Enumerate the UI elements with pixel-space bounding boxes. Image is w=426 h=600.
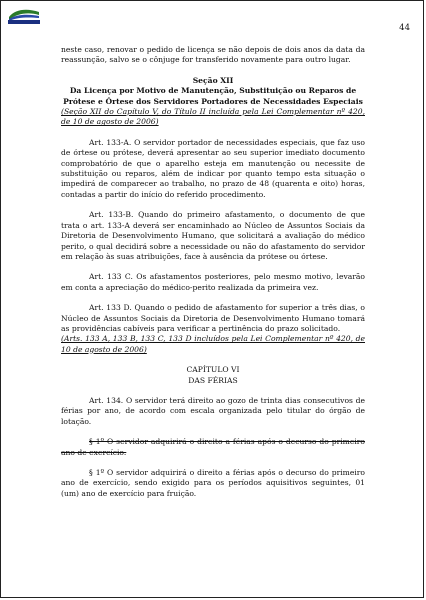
document-body bbox=[61, 45, 365, 499]
paragraph-1-revoked: § 1º O servidor adquirirá o direito a férias após o decurso do primeiro ano de exercício. bbox=[61, 437, 365, 457]
article-134: Art. 134. O servidor terá direito ao gozo de trinta dias consecutivos de férias por ano, de acordo com escala organizada pelo titular do órgão de lotação. bbox=[61, 395, 365, 426]
article-133-note: (Arts. 133 A, 133 B, 133 C, 133 D incluídos pela Lei Complementar nº 420, de 10 de agosto de 2006) bbox=[61, 334, 365, 354]
article-133d: Art. 133 D. Quando o pedido de afastamento for superior a três dias, o Núcleo de Assuntos Sociais da Diretoria de Desenvolvimento Humano tomará as providências cabíveis para verificar a pertinência do prazo solicitado. bbox=[61, 303, 365, 333]
article-133b: Art. 133-B. Quando do primeiro afastamento, o documento de que trata o art. 133-A deverá ser encaminhado ao Núcleo de Assuntos Sociais da Diretoria de Desenvolvimento Humano, que solicitará a avaliação do médico perito, o qual decidirá sobre a necessidade ou não do afastamento do servidor em relação às suas atribuições, face à ausência da prótese ou órtese. bbox=[61, 210, 365, 261]
chapter-title: CAPÍTULO VI bbox=[186, 365, 240, 375]
section-subtitle: Da Licença por Motivo de Manutenção, Substituição ou Reparos de Prótese e Órtese dos Servidores Portadores de Necessidades Especiais bbox=[63, 86, 363, 106]
article-133a: Art. 133-A. O servidor portador de necessidades especiais, que faz uso de órtese ou prótese, deverá apresentar ao seu superior imediato documento comprobatório de que o aparelho esteja em manutenção ou necessite de substituição ou reparos, além de indicar por quanto tempo esta situação o impedirá de comparecer ao trabalho, no prazo de 48 (quarenta e oito) horas, contadas a partir do início do referido procedimento. bbox=[61, 137, 365, 199]
article-133c: Art. 133 C. Os afastamentos posteriores, pelo mesmo motivo, levarão em conta a apreciação do médico-perito realizada da primeira vez. bbox=[61, 272, 365, 292]
chapter-subtitle: DAS FÉRIAS bbox=[188, 375, 238, 385]
intro-paragraph: neste caso, renovar o pedido de licença se não depois de dois anos da data da reassunção, salvo se o cônjuge for transferido novamente para outro lugar. bbox=[61, 45, 365, 65]
municipality-logo-icon bbox=[7, 6, 41, 24]
paragraph-1-current: § 1º O servidor adquirirá o direito a férias após o decurso do primeiro ano de exercício, sendo exigido para os períodos aquisitivos seguintes, 01 (um) ano de exercício para fruição. bbox=[61, 468, 365, 498]
section-note: (Seção XII do Capítulo V, do Título II incluída pela Lei Complementar nº 420, de 10 de agosto de 2006) bbox=[61, 107, 365, 127]
page-number: 44 bbox=[399, 23, 410, 33]
section-title: Seção XII bbox=[192, 75, 234, 85]
